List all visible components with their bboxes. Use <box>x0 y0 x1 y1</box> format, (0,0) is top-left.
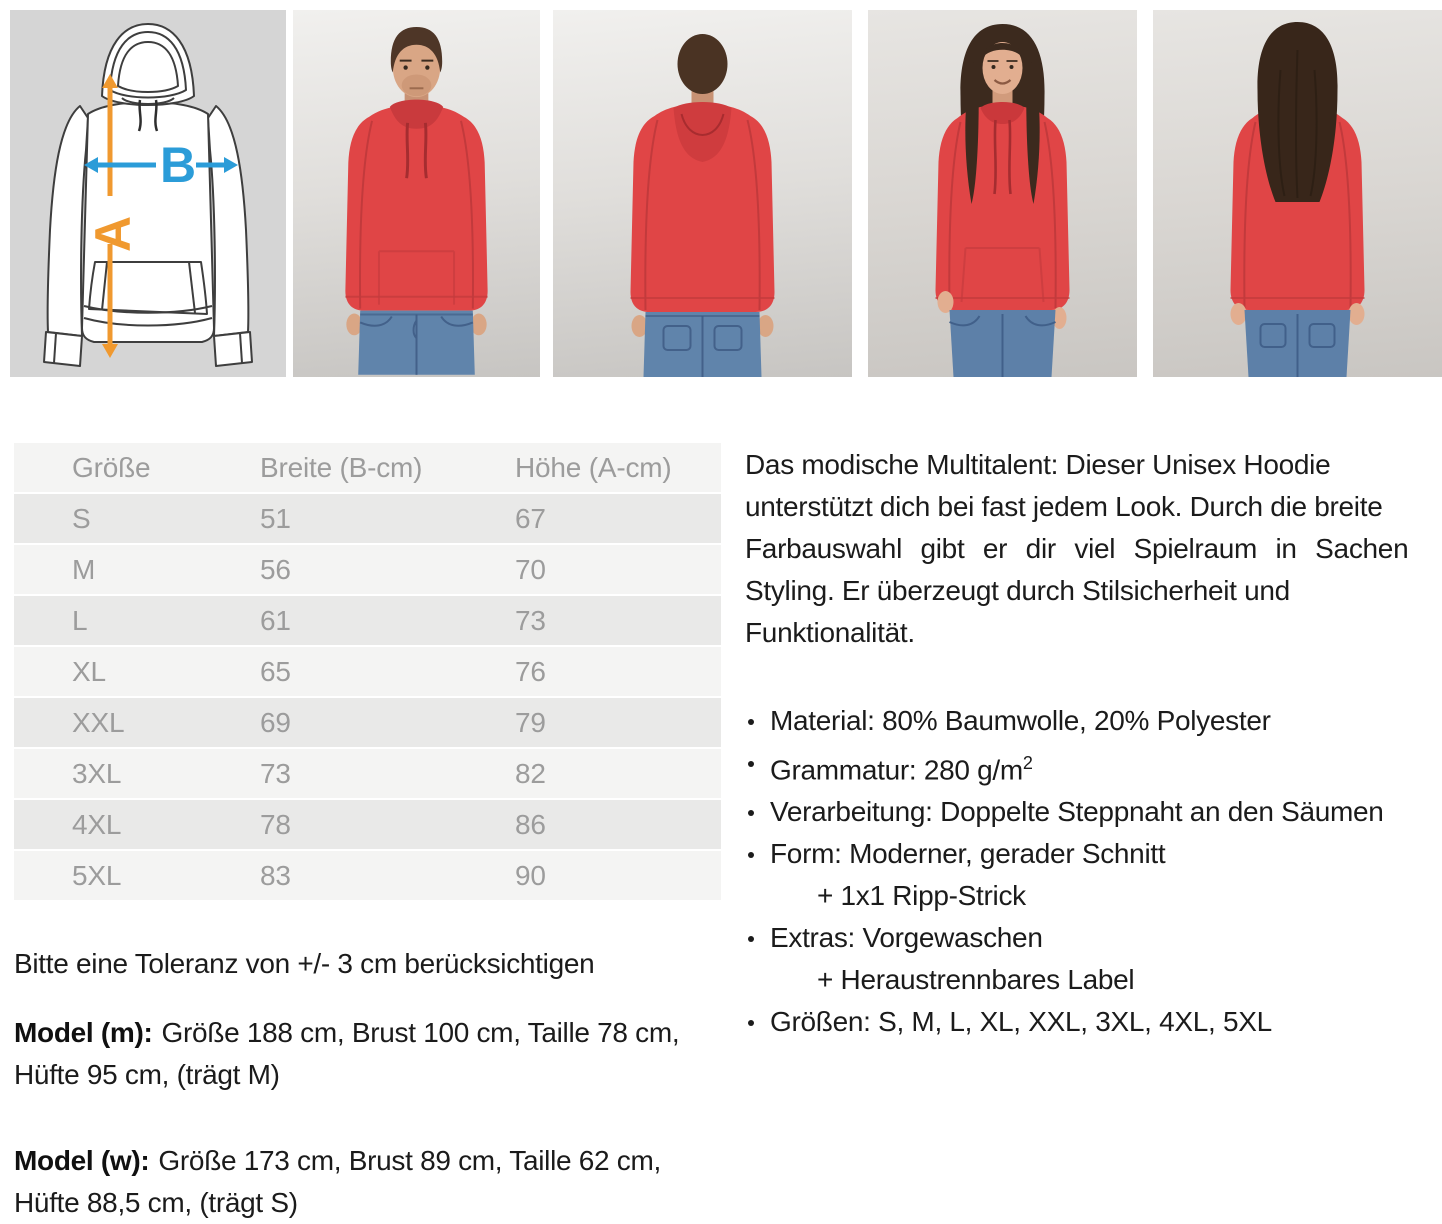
col-header-size: Größe <box>72 451 151 483</box>
hoodie-measurement-diagram-illustration <box>10 10 286 377</box>
detail-item-verarbeitung: Verarbeitung: Doppelte Steppnaht an den Säumen <box>745 791 1442 833</box>
model-m-text: Größe 188 cm, Brust 100 cm, Taille 78 cm, Hüfte 95 cm, (trägt M) <box>14 1017 680 1090</box>
model-m-info <box>14 1012 690 1096</box>
woman-back-illustration <box>1153 10 1442 377</box>
col-header-height: Höhe (A-cm) <box>515 451 672 483</box>
size-table-header-row <box>14 443 721 492</box>
superscript: 2 <box>1022 753 1033 773</box>
detail-item-extras: Extras: Vorgewaschen + Heraustrennbares Label <box>745 917 1442 1001</box>
detail-item-material: Material: 80% Baumwolle, 20% Polyester <box>745 700 1442 742</box>
measurement-label-a: A <box>85 215 141 252</box>
description-line: Das modische Multitalent: Dieser Unisex Hoodie <box>745 449 1331 480</box>
tolerance-note: Bitte eine Toleranz von +/- 3 cm berücksichtigen <box>14 948 595 979</box>
product-photo-man-back <box>553 10 852 377</box>
size-table <box>14 443 721 902</box>
size-diagram <box>10 10 286 377</box>
size-table-row: S 51 67 <box>14 494 721 543</box>
size-table-row: 3XL 73 82 <box>14 749 721 798</box>
size-table-row: XL 65 76 <box>14 647 721 696</box>
woman-front-illustration <box>868 10 1137 377</box>
bullet-icon <box>745 742 770 791</box>
detail-item-grammatur: Grammatur: 280 $g/m^2$ <box>745 742 1442 791</box>
size-table-row: L 61 73 <box>14 596 721 645</box>
model-w-info <box>14 1140 690 1224</box>
product-photo-woman-front <box>868 10 1137 377</box>
model-w-text: Größe 173 cm, Brust 89 cm, Taille 62 cm, Hüfte 88,5 cm, (trägt S) <box>14 1145 661 1218</box>
detail-item-groessen: Größen: S, M, L, XL, XXL, 3XL, 4XL, 5XL <box>745 1001 1442 1043</box>
bullet-icon <box>745 791 770 833</box>
detail-item-form-extra: + 1x1 Ripp-Strick <box>817 880 1026 912</box>
product-photo-man-front <box>293 10 540 377</box>
man-back-illustration <box>553 10 852 377</box>
product-description <box>745 444 1439 654</box>
col-header-width: Breite (B-cm) <box>260 451 423 483</box>
model-m-label: Model (m): <box>14 1017 153 1048</box>
product-details-list <box>745 700 1442 1043</box>
description-line: Farbauswahl gibt er dir viel Spielraum in Sachen <box>745 533 1409 564</box>
bullet-icon <box>745 833 770 875</box>
size-table-row: 5XL 83 90 <box>14 851 721 900</box>
description-line: Styling. Er überzeugt durch Stilsicherheit und <box>745 575 1290 606</box>
man-front-illustration <box>293 10 540 377</box>
size-table-row: M 56 70 <box>14 545 721 594</box>
model-w-label: Model (w): <box>14 1145 150 1176</box>
size-table-row: 4XL 78 86 <box>14 800 721 849</box>
bullet-icon <box>745 917 770 959</box>
description-line: Funktionalität. <box>745 617 915 648</box>
measurement-label-b: B <box>160 137 197 193</box>
description-line: unterstützt dich bei fast jedem Look. Durch die breite <box>745 491 1383 522</box>
product-photo-woman-back <box>1153 10 1442 377</box>
detail-item-extras-extra: + Heraustrennbares Label <box>817 964 1135 996</box>
detail-item-form: Form: Moderner, gerader Schnitt + 1x1 Ripp-Strick <box>745 833 1442 917</box>
size-table-row: XXL 69 79 <box>14 698 721 747</box>
bullet-icon <box>745 700 770 742</box>
bullet-icon <box>745 1001 770 1043</box>
